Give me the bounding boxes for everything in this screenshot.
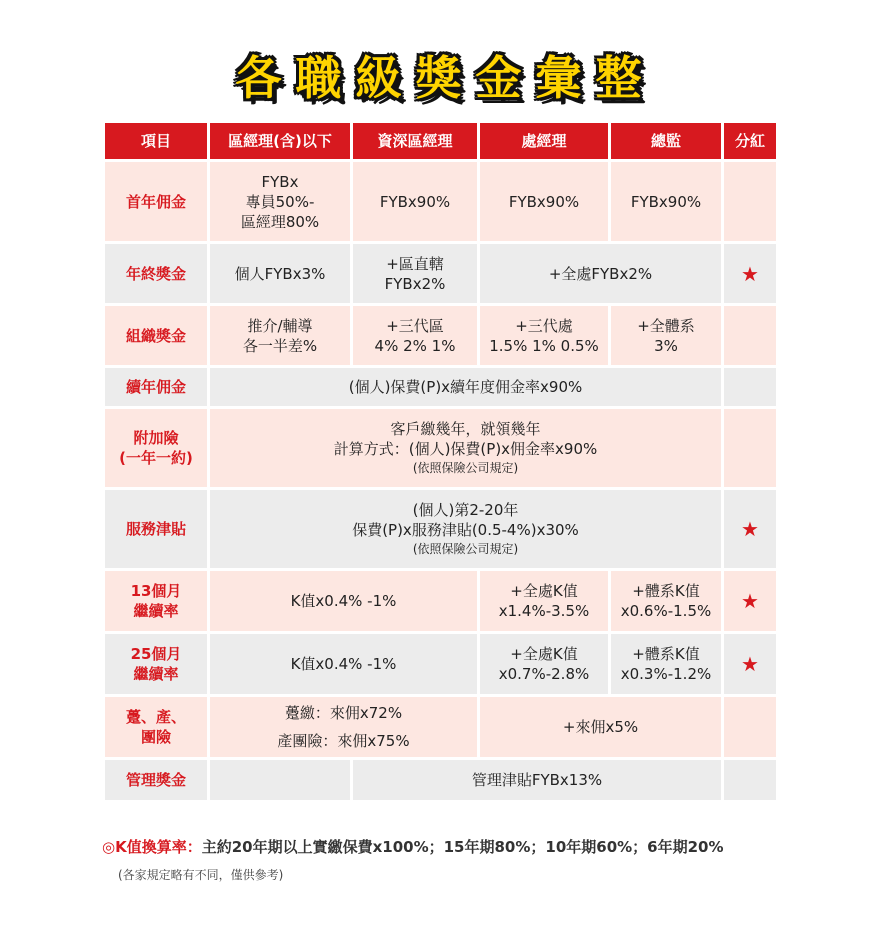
table-row [105, 162, 776, 241]
table-row [105, 571, 776, 631]
cell: 管理津貼FYBx13% [353, 760, 721, 800]
cell [724, 306, 776, 365]
footnote-text: 主約20年期以上實繳保費x100%；15年期80%；10年期60%；6年期20% [201, 838, 724, 856]
row-label: 組織獎金 [105, 306, 207, 365]
row-label: 首年佣金 [105, 162, 207, 241]
cell [724, 162, 776, 241]
cell: +體系K值 x0.6%-1.5% [611, 571, 721, 631]
bonus-table [102, 120, 779, 803]
cell: (個人)第2-20年 保費(P)x服務津貼(0.5-4%)x30% (依照保險公司規定) [210, 490, 721, 568]
cell [724, 409, 776, 487]
cell [724, 760, 776, 800]
cell: FYBx90% [353, 162, 477, 241]
cell: +三代處 1.5% 1% 0.5% [480, 306, 608, 365]
cell: 推介/輔導 各一半差% [210, 306, 350, 365]
table-row [105, 306, 776, 365]
cell: +來佣x5% [480, 697, 721, 757]
table-row [105, 697, 776, 757]
cell: +體系K值 x0.3%-1.2% [611, 634, 721, 694]
cell [210, 760, 350, 800]
header-director: 總監 [611, 123, 721, 159]
row-label: 附加險 (一年一約) [105, 409, 207, 487]
star-icon: ★ [724, 634, 776, 694]
cell: 個人FYBx3% [210, 244, 350, 303]
cell: K值x0.4% -1% [210, 571, 477, 631]
table-row [105, 368, 776, 406]
cell: 客戶繳幾年，就領幾年 計算方式：(個人)保費(P)x佣金率x90% (依照保險公司規定) [210, 409, 721, 487]
cell: FYBx90% [480, 162, 608, 241]
header-senior: 資深區經理 [353, 123, 477, 159]
page-title: 各職級獎金彙整 [235, 51, 656, 105]
star-icon: ★ [724, 490, 776, 568]
cell: FYBx90% [611, 162, 721, 241]
cell [724, 697, 776, 757]
header-district: 區經理(含)以下 [210, 123, 350, 159]
star-icon: ★ [724, 244, 776, 303]
table-row [105, 244, 776, 303]
table-row [105, 490, 776, 568]
footnote-sub: (各家規定略有不同，僅供參考) [118, 868, 284, 882]
row-label: 年終獎金 [105, 244, 207, 303]
row-label: 續年佣金 [105, 368, 207, 406]
cell [724, 368, 776, 406]
footnote [102, 836, 724, 857]
row-label: 13個月 繼續率 [105, 571, 207, 631]
header-manager: 處經理 [480, 123, 608, 159]
cell: K值x0.4% -1% [210, 634, 477, 694]
row-label: 25個月 繼續率 [105, 634, 207, 694]
table-row [105, 409, 776, 487]
header-dividend: 分紅 [724, 123, 776, 159]
cell: +全體系 3% [611, 306, 721, 365]
cell: FYBx 專員50%- 區經理80% [210, 162, 350, 241]
cell: 躉繳：來佣x72% 產團險：來佣x75% [210, 697, 477, 757]
cell: +區直轄 FYBx2% [353, 244, 477, 303]
cell: (個人)保費(P)x續年度佣金率x90% [210, 368, 721, 406]
cell: +全處FYBx2% [480, 244, 721, 303]
table-row [105, 760, 776, 800]
row-label: 服務津貼 [105, 490, 207, 568]
cell: +三代區 4% 2% 1% [353, 306, 477, 365]
row-label: 管理獎金 [105, 760, 207, 800]
row-label: 躉、產、 團險 [105, 697, 207, 757]
star-icon: ★ [724, 571, 776, 631]
table-row [105, 634, 776, 694]
footnote-label: ◎K值換算率： [102, 838, 202, 856]
header-row [105, 123, 776, 159]
cell: +全處K值 x0.7%-2.8% [480, 634, 608, 694]
header-item: 項目 [105, 123, 207, 159]
cell: +全處K值 x1.4%-3.5% [480, 571, 608, 631]
